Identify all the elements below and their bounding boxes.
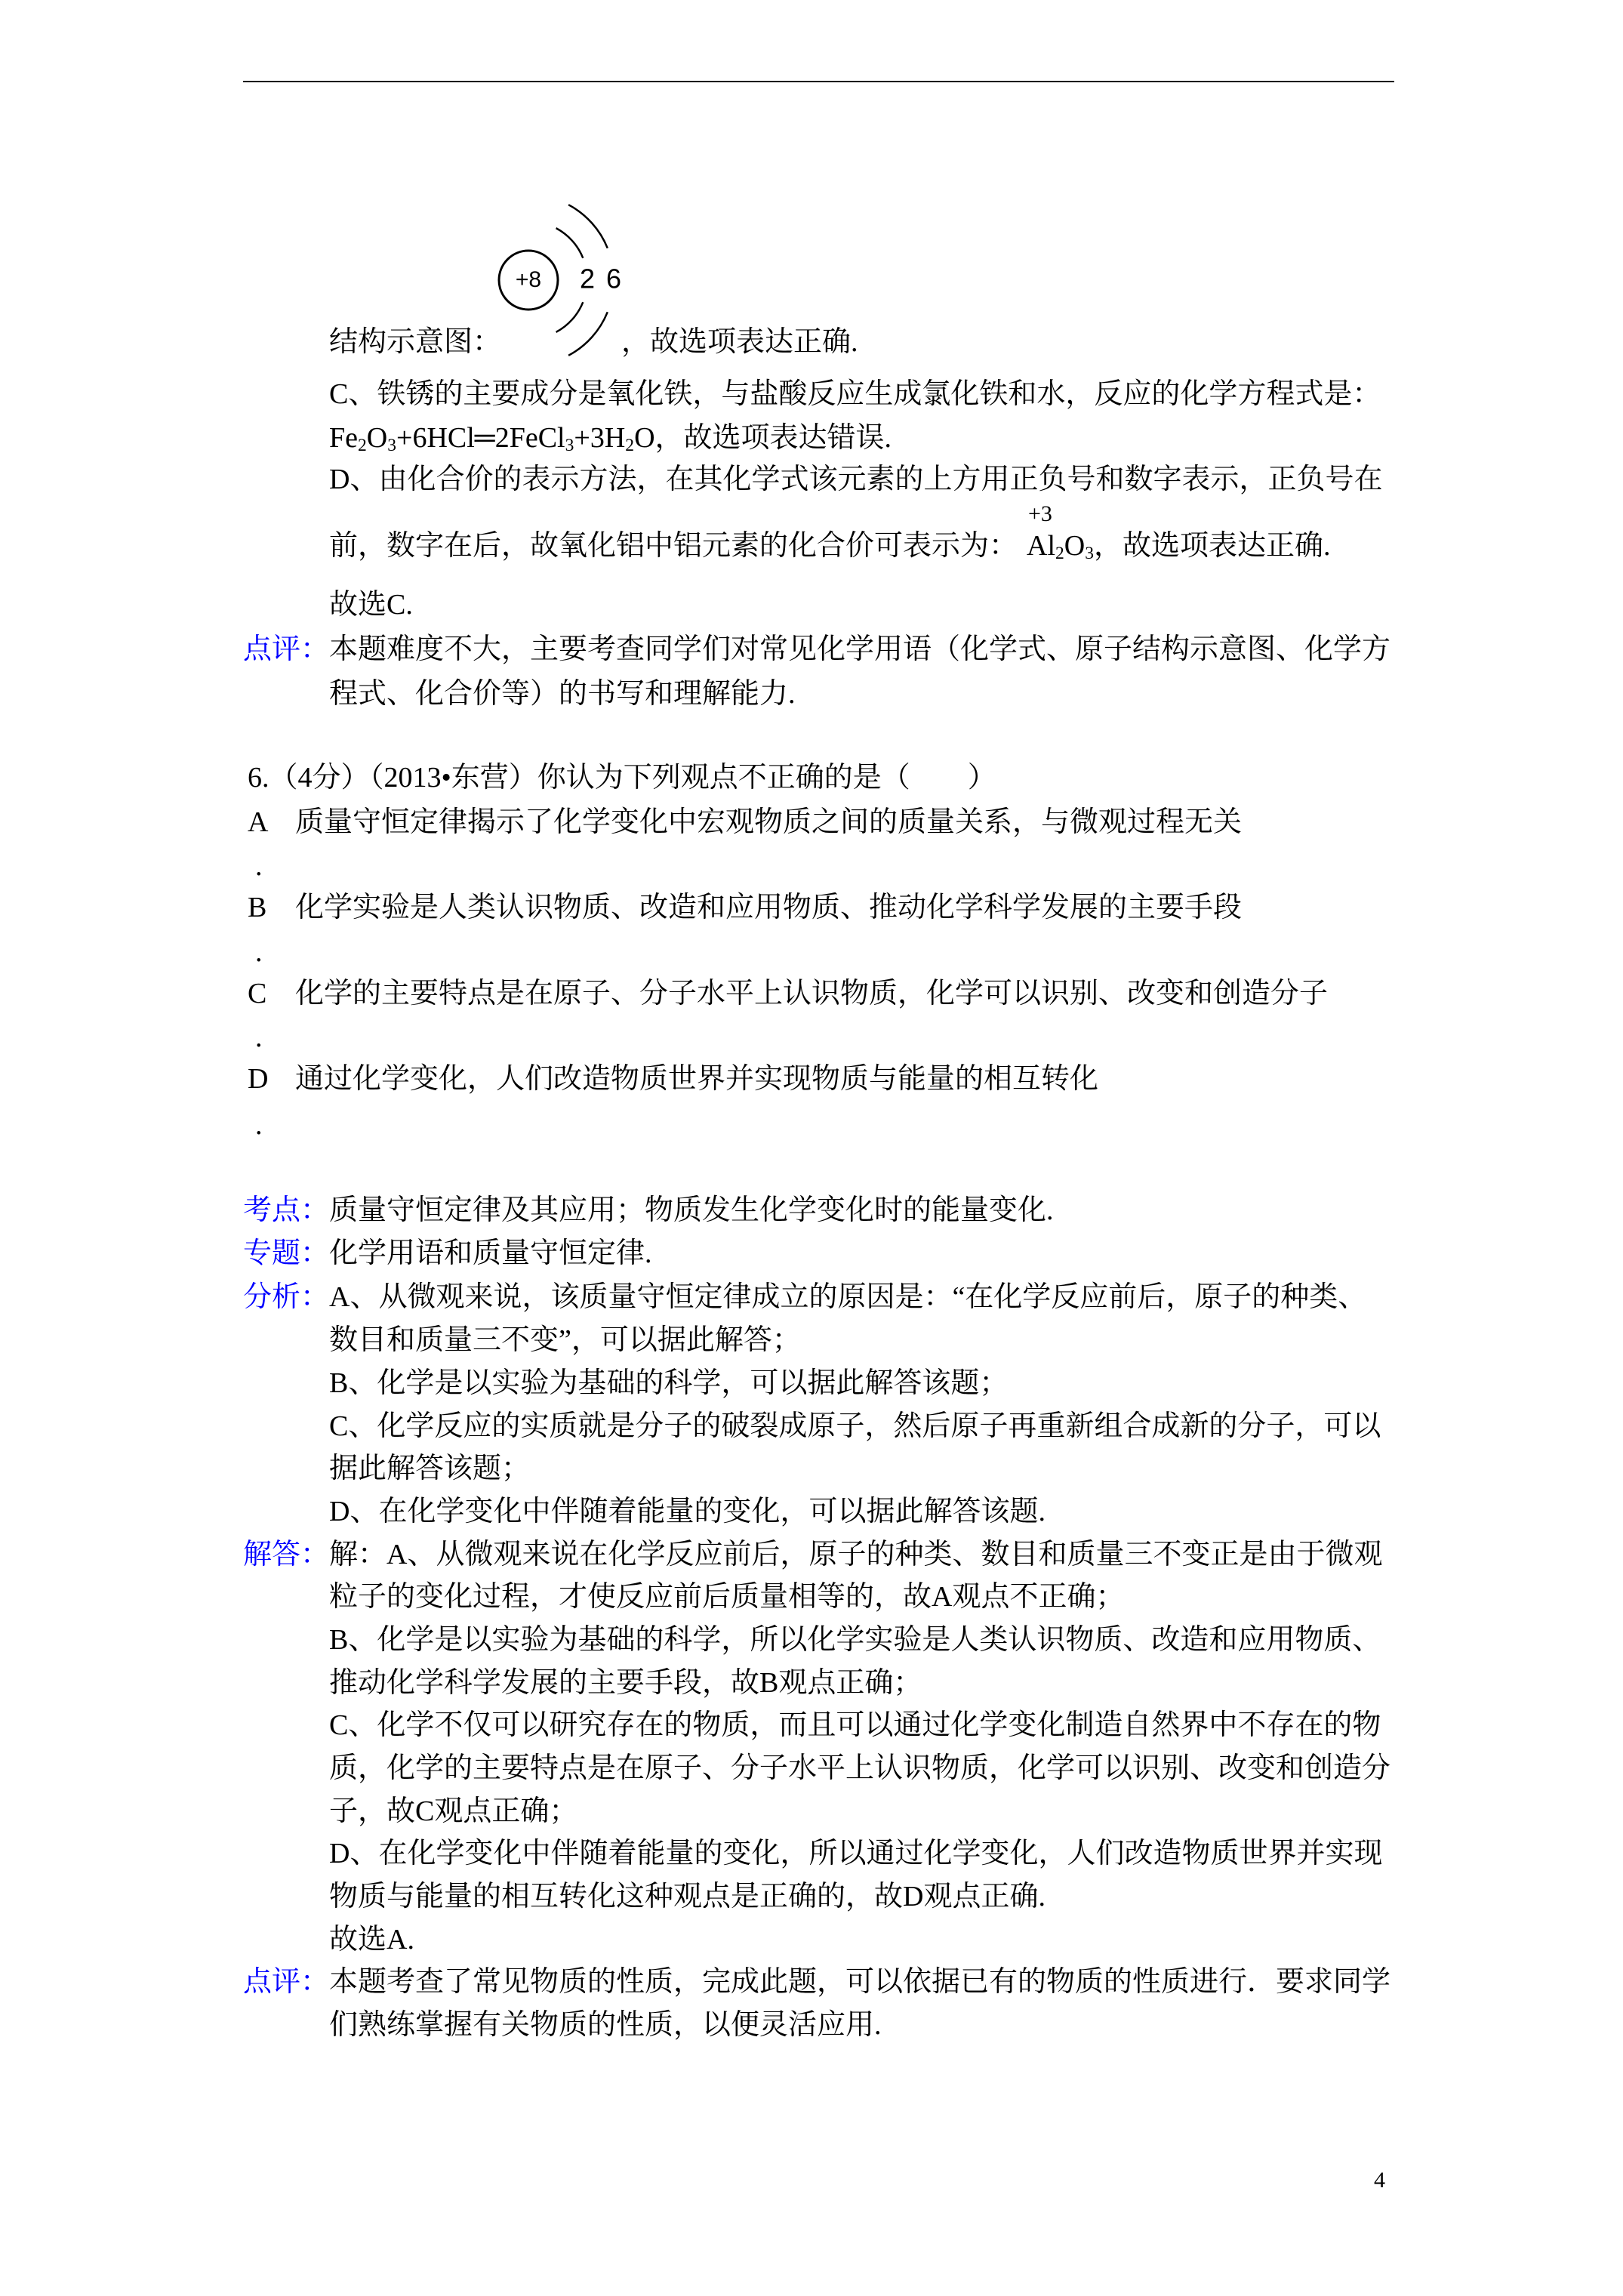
zhuanti-label: 专题：	[243, 1237, 330, 1269]
jieda-line: 解：A、从微观来说在化学反应前后，原子的种类、数目和质量三不变正是由于微观	[329, 1539, 1383, 1570]
dianping-line: 们熟练掌握有关物质的性质，以便灵活应用.	[329, 2009, 882, 2041]
jieda-line: 推动化学科学发展的主要手段，故B观点正确；	[329, 1667, 922, 1699]
prev-comment-label: 点评：	[243, 633, 330, 665]
jieda-line: C、化学不仅可以研究存在的物质，而且可以通过化学变化制造自然界中不存在的物	[329, 1709, 1381, 1741]
option-d-text: 通过化学变化，人们改造物质世界并实现物质与能量的相互转化	[295, 1063, 1099, 1095]
prev-comment-line: 本题难度不大，主要考查同学们对常见化学用语（化学式、原子结构示意图、化学方	[329, 633, 1391, 665]
shell-1-arc-lower	[556, 302, 584, 332]
equation-subscript: 2	[625, 436, 635, 456]
prev-answer: 故选C.	[329, 589, 413, 621]
jieda-answer: 故选A.	[329, 1924, 414, 1955]
option-d-line-2-prefix: 前，数字在后，故氧化铝中铝元素的化合价可表示为：	[329, 530, 1018, 562]
fenxi-label: 分析：	[243, 1281, 330, 1313]
atom-diagram-svg	[483, 189, 634, 370]
equation-subscript: 3	[387, 436, 397, 456]
question-6-stem: 6.（4分）（2013•东营）你认为下列观点不正确的是（ ）	[248, 762, 996, 794]
jieda-label: 解答：	[243, 1539, 330, 1570]
option-c-letter: C	[248, 978, 267, 1009]
option-b-letter: B	[248, 892, 267, 923]
jieda-line: 子，故C观点正确；	[329, 1795, 578, 1827]
option-c-equation-line	[329, 421, 892, 455]
option-c-text: 化学的主要特点是在原子、分子水平上认识物质，化学可以识别、改变和创造分子	[295, 978, 1329, 1009]
fenxi-line: B、化学是以实验为基础的科学，可以据此解答该题；	[329, 1367, 1009, 1399]
option-b-dot: .	[255, 936, 263, 968]
formula-part: O	[1064, 530, 1086, 562]
option-d-suffix: ，故选项表达正确.	[1094, 530, 1331, 562]
option-c	[248, 976, 1328, 1011]
prev-comment-line: 程式、化合价等）的书写和理解能力.	[329, 678, 796, 710]
structure-diagram-line	[329, 263, 858, 359]
option-c-line-1: C、铁锈的主要成分是氧化铁，与盐酸反应生成氯化铁和水，反应的化学方程式是：	[329, 378, 1381, 410]
structure-line-prefix: 结构示意图：	[329, 326, 502, 358]
option-d	[248, 1062, 1098, 1096]
option-b	[248, 890, 1242, 925]
nucleus-charge: +8	[515, 267, 542, 292]
atom-structure-diagram	[501, 263, 622, 359]
jieda-line: D、在化学变化中伴随着能量的变化，所以通过化学变化，人们改造物质世界并实现	[329, 1838, 1383, 1869]
shell-1-arc-upper	[556, 228, 584, 258]
jieda-line: 粒子的变化过程，才使反应前后质量相等的，故A观点不正确；	[329, 1581, 1125, 1613]
kaodian-label: 考点：	[243, 1194, 330, 1226]
shell-2-electrons: 6	[606, 263, 622, 294]
zhuanti-text: 化学用语和质量守恒定律.	[329, 1237, 652, 1269]
formula-part: Al	[1027, 530, 1056, 562]
formula-subscript: 2	[1055, 544, 1064, 564]
equation-part: Fe	[329, 422, 358, 454]
option-d-letter: D	[248, 1063, 269, 1095]
header-rule	[243, 81, 1394, 82]
option-b-text: 化学实验是人类认识物质、改造和应用物质、推动化学科学发展的主要手段	[295, 892, 1243, 923]
dianping-label: 点评：	[243, 1966, 330, 1998]
option-a-text: 质量守恒定律揭示了化学变化中宏观物质之间的质量关系，与微观过程无关	[295, 806, 1243, 838]
shell-1-electrons: 2	[580, 263, 596, 294]
jieda-line: B、化学是以实验为基础的科学，所以化学实验是人类认识物质、改造和应用物质、	[329, 1624, 1381, 1656]
option-c-dot: .	[255, 1022, 263, 1053]
formula-subscript: 3	[1085, 544, 1095, 564]
option-d-line-2	[329, 501, 1331, 564]
option-d-dot: .	[255, 1109, 263, 1141]
option-d-line-1: D、由化合价的表示方法，在其化学式该元素的上方用正负号和数字表示，正负号在	[329, 464, 1383, 495]
equation-subscript: 3	[565, 436, 574, 456]
equation-part: O	[634, 422, 655, 454]
option-a-letter: A	[248, 806, 269, 838]
kaodian-text: 质量守恒定律及其应用；物质发生化学变化时的能量变化.	[329, 1194, 1054, 1226]
equation-part: +6HCl═2FeCl	[396, 422, 565, 454]
equation-part: O	[366, 422, 388, 454]
dianping-line: 本题考查了常见物质的性质，完成此题，可以依据已有的物质的性质进行．要求同学	[329, 1966, 1391, 1998]
fenxi-line: D、在化学变化中伴随着能量的变化，可以据此解答该题.	[329, 1496, 1046, 1527]
fenxi-line: A、从微观来说，该质量守恒定律成立的原因是：“在化学反应前后，原子的种类、	[329, 1281, 1367, 1313]
option-a	[248, 805, 1242, 840]
option-a-dot: .	[255, 850, 263, 882]
structure-line-suffix: ，故选项表达正确.	[621, 326, 858, 358]
page-number: 4	[1374, 2168, 1385, 2193]
aluminum-oxide-valence-formula	[1027, 501, 1095, 564]
valence-mark: +3	[1028, 501, 1052, 526]
chemical-equation	[329, 422, 655, 454]
fenxi-line: 据此解答该题；	[329, 1453, 531, 1484]
option-c-suffix: ，故选项表达错误.	[654, 422, 892, 454]
equation-subscript: 2	[358, 436, 367, 456]
jieda-line: 质，化学的主要特点是在原子、分子水平上认识物质，化学可以识别、改变和创造分	[329, 1752, 1391, 1784]
equation-part: +3H	[574, 422, 626, 454]
jieda-line: 物质与能量的相互转化这种观点是正确的，故D观点正确.	[329, 1881, 1046, 1912]
fenxi-line: 数目和质量三不变”，可以据此解答；	[329, 1324, 801, 1356]
fenxi-line: C、化学反应的实质就是分子的破裂成原子，然后原子再重新组合成新的分子，可以	[329, 1410, 1381, 1442]
